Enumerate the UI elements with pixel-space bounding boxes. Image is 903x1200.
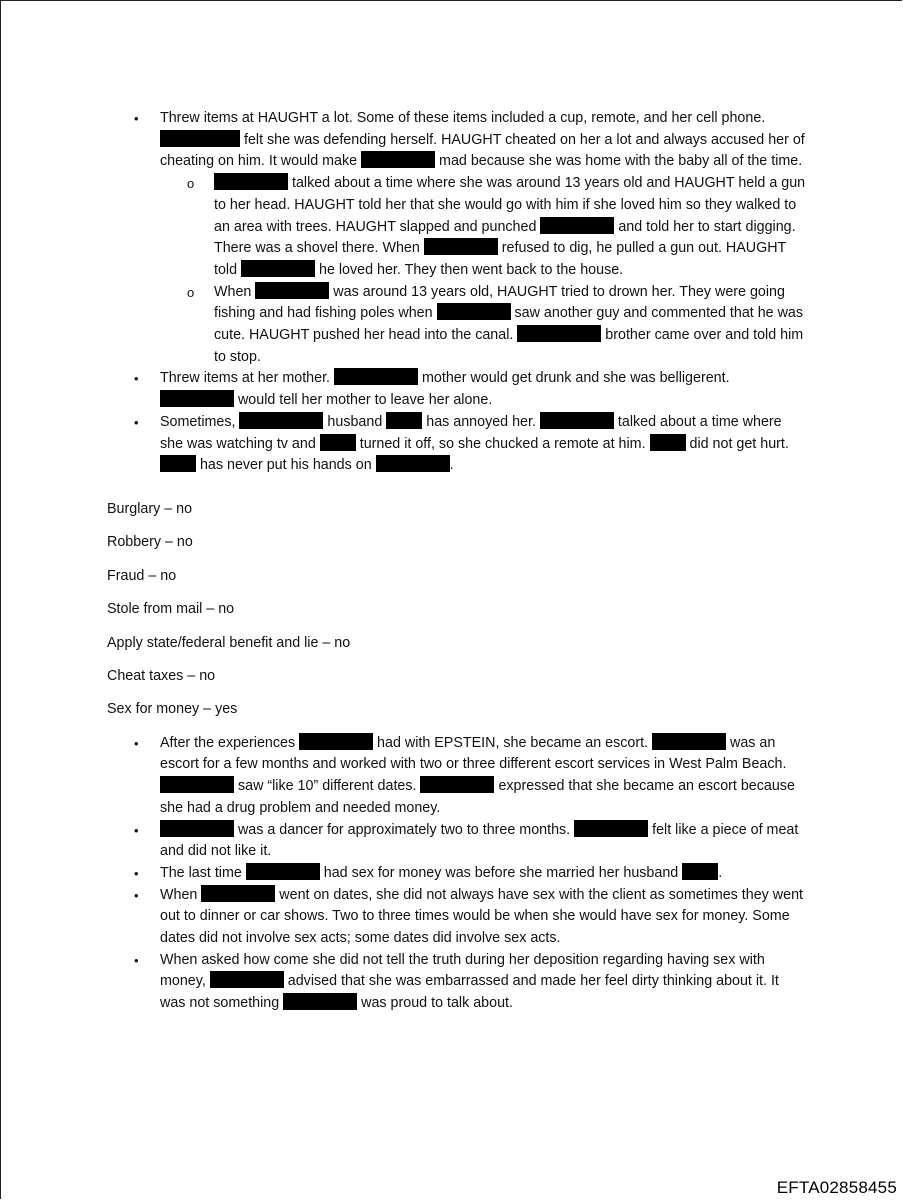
bullet-list-assaults (107, 108, 807, 477)
list-item-text: The last time had sex for money was before she married her husband . (160, 864, 723, 881)
list-item-text: Threw items at her mother. mother would get drunk and she was belligerent. would tell her mother to leave her alone. (160, 370, 730, 409)
redaction-box (540, 412, 614, 429)
redaction-box (386, 412, 422, 429)
redaction-box (160, 455, 196, 472)
list-item (107, 368, 807, 411)
redaction-box (650, 434, 686, 451)
category-line: Apply state/federal benefit and lie – no (107, 634, 351, 651)
redaction-box (160, 130, 240, 147)
redaction-box (376, 455, 450, 472)
list-item (107, 950, 807, 1015)
redaction-box (361, 151, 435, 168)
bullet-marker: • (134, 371, 139, 387)
redaction-box (652, 733, 726, 750)
category-line: Sex for money – yes (107, 701, 238, 718)
redaction-box (334, 368, 418, 385)
redaction-box (160, 390, 234, 407)
list-item-text: When asked how come she did not tell the truth during her deposition regarding having sex with money, advised that she was embarrassed and made her feel dirty thinking about it. It was not something was proud to talk about. (160, 951, 779, 1012)
list-item-text: After the experiences had with EPSTEIN, she became an escort. was an escort for a few months and worked with two or three different escort services in West Palm Beach. saw “like 10” different dates. expressed that she became an escort because she had a drug problem and needed money. (160, 734, 795, 816)
bullet-marker: • (134, 887, 139, 903)
redaction-box (299, 733, 373, 750)
category-line: Fraud – no (107, 567, 177, 584)
document-body (107, 108, 807, 1015)
bullet-marker: • (134, 952, 139, 968)
redaction-box (437, 303, 511, 320)
sub-list-item (107, 173, 807, 282)
list-item (107, 733, 807, 820)
redaction-box (540, 217, 614, 234)
redaction-box (320, 434, 356, 451)
list-item-text: Threw items at HAUGHT a lot. Some of these items included a cup, remote, and her cell phone. felt she was defending herself. HAUGHT cheated on her a lot and always accused her of cheating on him. It would make mad because she was home with the baby all of the time. (160, 110, 805, 170)
document-id-footer: EFTA02858455 (776, 1178, 897, 1197)
redaction-box (517, 325, 601, 342)
bullet-marker: o (187, 176, 195, 192)
redaction-box (424, 238, 498, 255)
list-item-text: When was around 13 years old, HAUGHT tried to drown her. They were going fishing and had fishing poles when saw another guy and commented that he was cute. HAUGHT pushed her head into the canal. brother came over and told him to stop. (214, 283, 804, 365)
category-line: Burglary – no (107, 500, 193, 517)
redaction-box (246, 863, 320, 880)
list-item (107, 820, 807, 863)
bullet-marker: • (134, 111, 139, 126)
redaction-box (160, 820, 234, 837)
list-item-text: Sometimes, husband has annoyed her. talked about a time where she was watching tv and turned it off, so she chucked a remote at him. did not get hurt. has never put his hands on . (160, 413, 789, 474)
sub-list-item (107, 282, 807, 369)
bullet-marker: • (134, 414, 139, 430)
redaction-box (201, 885, 275, 902)
list-item-text: When went on dates, she did not always have sex with the client as sometimes they went out to dinner or car shows. Two to three times would be when she would have sex for money. Some dates did not involve sex acts; some dates did involve sex acts. (160, 886, 804, 947)
bullet-list-sex-for-money (107, 733, 807, 1015)
redaction-box (241, 260, 315, 277)
redaction-box (682, 863, 718, 880)
category-list (107, 499, 807, 733)
list-item (107, 412, 807, 477)
list-item-text: was a dancer for approximately two to three months. felt like a piece of meat and did not like it. (160, 821, 799, 860)
redaction-box (160, 776, 234, 793)
redaction-box (239, 412, 323, 429)
category-line: Cheat taxes – no (107, 667, 216, 684)
redaction-box (283, 993, 357, 1010)
list-item (107, 885, 807, 950)
list-item (107, 108, 807, 173)
bullet-marker: • (134, 822, 139, 838)
list-item-text: talked about a time where she was around 13 years old and HAUGHT held a gun to her head. HAUGHT told her that she would go with him if she loved him so they walked to an area with trees. HAUGHT slapped and punched and told her to start digging. There was a shovel there. When refused to dig, he pulled a gun out. HAUGHT told he loved her. They then went back to the house. (214, 175, 806, 278)
redaction-box (574, 820, 648, 837)
redaction-box (210, 971, 284, 988)
redaction-box (255, 282, 329, 299)
bullet-marker: o (187, 284, 195, 300)
list-item (107, 863, 807, 885)
bullet-marker: • (134, 735, 139, 751)
category-line: Robbery – no (107, 534, 193, 551)
bullet-marker: • (134, 865, 139, 881)
redaction-box (214, 173, 288, 190)
category-line: Stole from mail – no (107, 601, 235, 618)
redaction-box (420, 776, 494, 793)
